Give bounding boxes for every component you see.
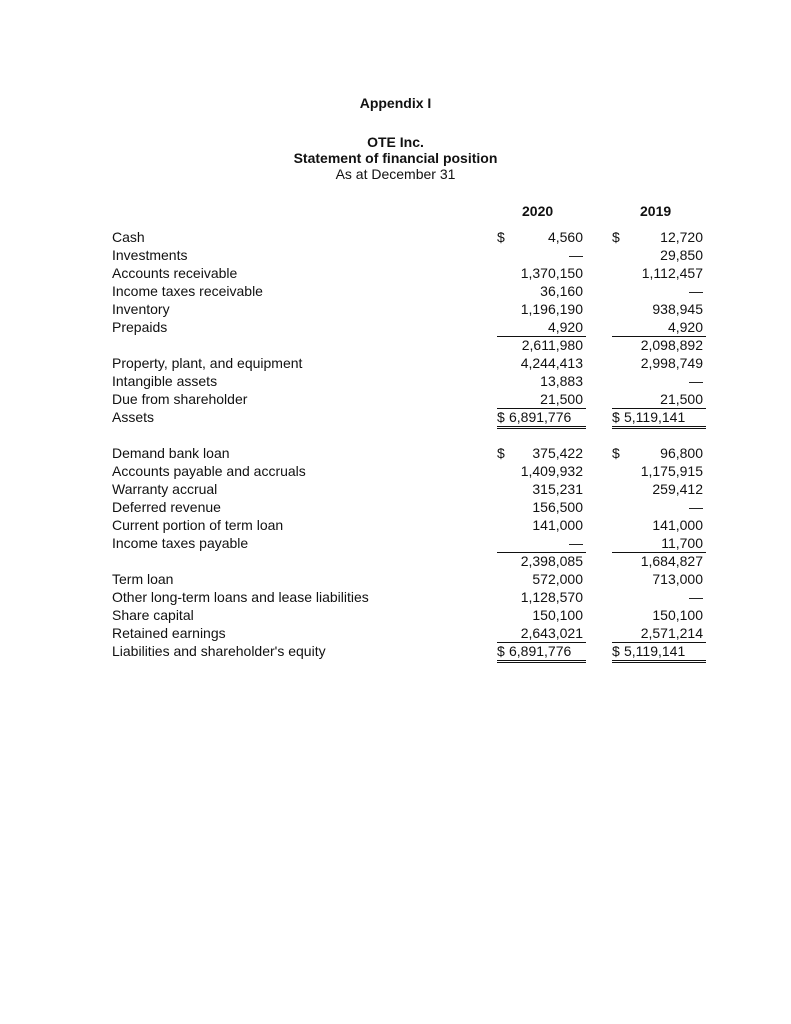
amount-2020: 6,891,776 xyxy=(509,643,572,659)
table-row xyxy=(0,498,791,516)
row-label: Inventory xyxy=(112,301,170,317)
value-cell-2019 xyxy=(612,282,706,300)
amount-2020: 141,000 xyxy=(532,517,583,533)
value-cell-2019 xyxy=(612,264,706,282)
value-cell-2020 xyxy=(497,642,586,663)
value-cell-2020 xyxy=(497,444,586,462)
table-row xyxy=(0,264,791,282)
row-label: Due from shareholder xyxy=(112,391,248,407)
table-row xyxy=(0,408,791,426)
value-cell-2019 xyxy=(612,318,706,337)
amount-2019: 1,684,827 xyxy=(640,553,703,569)
table-row xyxy=(0,300,791,318)
table-row xyxy=(0,480,791,498)
row-label: Accounts receivable xyxy=(112,265,238,281)
table-row xyxy=(0,246,791,264)
amount-2019: — xyxy=(689,373,703,389)
value-cell-2019 xyxy=(612,624,706,643)
value-cell-2020 xyxy=(497,606,586,624)
amount-2019: 1,112,457 xyxy=(641,265,703,281)
amount-2020: 2,611,980 xyxy=(521,337,583,353)
amount-2019: 141,000 xyxy=(652,517,703,533)
amount-2020: 36,160 xyxy=(540,283,583,299)
amount-2020: — xyxy=(569,247,583,263)
value-cell-2019 xyxy=(612,588,706,606)
amount-2020: 2,398,085 xyxy=(520,553,583,569)
value-cell-2019 xyxy=(612,354,706,372)
value-cell-2020 xyxy=(497,516,586,534)
amount-2019: 938,945 xyxy=(652,301,703,317)
value-cell-2019 xyxy=(612,246,706,264)
amount-2019: 5,119,141 xyxy=(624,643,686,659)
company-name: OTE Inc. xyxy=(367,134,424,150)
row-label: Current portion of term loan xyxy=(112,517,284,533)
amount-2020: 6,891,776 xyxy=(509,409,572,425)
table-row xyxy=(0,372,791,390)
table-row xyxy=(0,336,791,354)
table-row xyxy=(0,642,791,660)
amount-2019: 4,920 xyxy=(667,319,703,335)
amount-2019: — xyxy=(689,499,703,515)
value-cell-2019 xyxy=(612,480,706,498)
statement-date: As at December 31 xyxy=(335,166,456,182)
row-label: Liabilities and shareholder's equity xyxy=(112,643,326,659)
table-row xyxy=(0,462,791,480)
row-label: Term loan xyxy=(112,571,174,587)
table-row xyxy=(0,354,791,372)
value-cell-2020 xyxy=(497,282,586,300)
amount-2019: 11,700 xyxy=(661,535,703,551)
amount-2020: 315,231 xyxy=(532,481,583,497)
row-label: Income taxes payable xyxy=(112,535,249,551)
value-cell-2020 xyxy=(497,498,586,516)
row-label: Accounts payable and accruals xyxy=(112,463,306,479)
column-header-2020: 2020 xyxy=(522,203,554,219)
amount-2020: 2,643,021 xyxy=(520,625,583,641)
table-row xyxy=(0,444,791,462)
value-cell-2019 xyxy=(612,516,706,534)
value-cell-2020 xyxy=(497,228,586,246)
currency-symbol: $ xyxy=(497,409,505,425)
financial-statement-table xyxy=(0,228,791,660)
row-label: Prepaids xyxy=(112,319,168,335)
amount-2019: 29,850 xyxy=(660,247,703,263)
value-cell-2019 xyxy=(612,372,706,390)
amount-2019: 96,800 xyxy=(660,445,703,461)
value-cell-2020 xyxy=(497,336,586,354)
row-label: Assets xyxy=(112,409,155,425)
row-label: Cash xyxy=(112,229,145,245)
value-cell-2020 xyxy=(497,264,586,282)
currency-symbol: $ xyxy=(612,229,620,245)
value-cell-2020 xyxy=(497,570,586,588)
value-cell-2020 xyxy=(497,318,586,337)
table-row xyxy=(0,282,791,300)
table-row xyxy=(0,390,791,408)
table-row xyxy=(0,318,791,336)
amount-2019: 2,998,749 xyxy=(640,355,703,371)
currency-symbol: $ xyxy=(497,229,505,245)
row-label: Demand bank loan xyxy=(112,445,230,461)
currency-symbol: $ xyxy=(612,643,620,659)
amount-2019: 150,100 xyxy=(652,607,703,623)
value-cell-2019 xyxy=(612,444,706,462)
value-cell-2020 xyxy=(497,300,586,318)
row-label: Warranty accrual xyxy=(112,481,218,497)
column-header-2019: 2019 xyxy=(640,203,672,219)
table-row xyxy=(0,516,791,534)
table-row xyxy=(0,606,791,624)
amount-2020: 1,409,932 xyxy=(520,463,583,479)
value-cell-2019 xyxy=(612,606,706,624)
amount-2020: 1,196,190 xyxy=(520,301,583,317)
currency-symbol: $ xyxy=(497,445,505,461)
value-cell-2019 xyxy=(612,552,706,570)
row-label: Other long-term loans and lease liabilities xyxy=(112,589,369,605)
amount-2019: 1,175,915 xyxy=(640,463,703,479)
currency-symbol: $ xyxy=(612,409,620,425)
amount-2020: 13,883 xyxy=(540,373,583,389)
row-label: Share capital xyxy=(112,607,194,623)
row-label: Property, plant, and equipment xyxy=(112,355,303,371)
amount-2020: 156,500 xyxy=(532,499,583,515)
amount-2020: 375,422 xyxy=(532,445,583,461)
value-cell-2020 xyxy=(497,588,586,606)
appendix-title: Appendix I xyxy=(359,95,432,111)
statement-title: Statement of financial position xyxy=(293,150,498,166)
table-row xyxy=(0,588,791,606)
amount-2019: 12,720 xyxy=(660,229,703,245)
row-label: Deferred revenue xyxy=(112,499,221,515)
table-row xyxy=(0,570,791,588)
amount-2020: 21,500 xyxy=(540,391,583,407)
table-row xyxy=(0,228,791,246)
row-label: Intangible assets xyxy=(112,373,218,389)
row-label: Investments xyxy=(112,247,188,263)
value-cell-2019 xyxy=(612,570,706,588)
amount-2020: 150,100 xyxy=(532,607,583,623)
amount-2019: — xyxy=(689,589,703,605)
value-cell-2019 xyxy=(612,534,706,553)
value-cell-2020 xyxy=(497,480,586,498)
value-cell-2019 xyxy=(612,390,706,409)
value-cell-2019 xyxy=(612,300,706,318)
amount-2019: 21,500 xyxy=(660,391,703,407)
value-cell-2020 xyxy=(497,534,586,553)
amount-2020: 572,000 xyxy=(532,571,583,587)
amount-2020: 4,244,413 xyxy=(520,355,583,371)
table-row xyxy=(0,534,791,552)
value-cell-2019 xyxy=(612,498,706,516)
value-cell-2020 xyxy=(497,372,586,390)
value-cell-2019 xyxy=(612,228,706,246)
amount-2019: 713,000 xyxy=(652,571,703,587)
value-cell-2020 xyxy=(497,390,586,409)
amount-2019: 259,412 xyxy=(652,481,703,497)
row-label: Income taxes receivable xyxy=(112,283,263,299)
amount-2020: 4,920 xyxy=(547,319,583,335)
value-cell-2020 xyxy=(497,624,586,643)
table-row xyxy=(0,552,791,570)
amount-2019: 5,119,141 xyxy=(624,409,686,425)
currency-symbol: $ xyxy=(612,445,620,461)
amount-2019: — xyxy=(689,283,703,299)
currency-symbol: $ xyxy=(497,643,505,659)
amount-2019: 2,098,892 xyxy=(640,337,703,353)
value-cell-2019 xyxy=(612,462,706,480)
amount-2020: 1,370,150 xyxy=(520,265,583,281)
amount-2020: — xyxy=(569,535,583,551)
value-cell-2020 xyxy=(497,354,586,372)
value-cell-2020 xyxy=(497,552,586,570)
amount-2020: 4,560 xyxy=(547,229,583,245)
amount-2019: 2,571,214 xyxy=(640,625,703,641)
row-spacer xyxy=(0,426,791,444)
amount-2020: 1,128,570 xyxy=(520,589,583,605)
table-row xyxy=(0,624,791,642)
value-cell-2019 xyxy=(612,642,706,663)
value-cell-2020 xyxy=(497,246,586,264)
row-label: Retained earnings xyxy=(112,625,226,641)
value-cell-2019 xyxy=(612,336,706,354)
value-cell-2020 xyxy=(497,462,586,480)
